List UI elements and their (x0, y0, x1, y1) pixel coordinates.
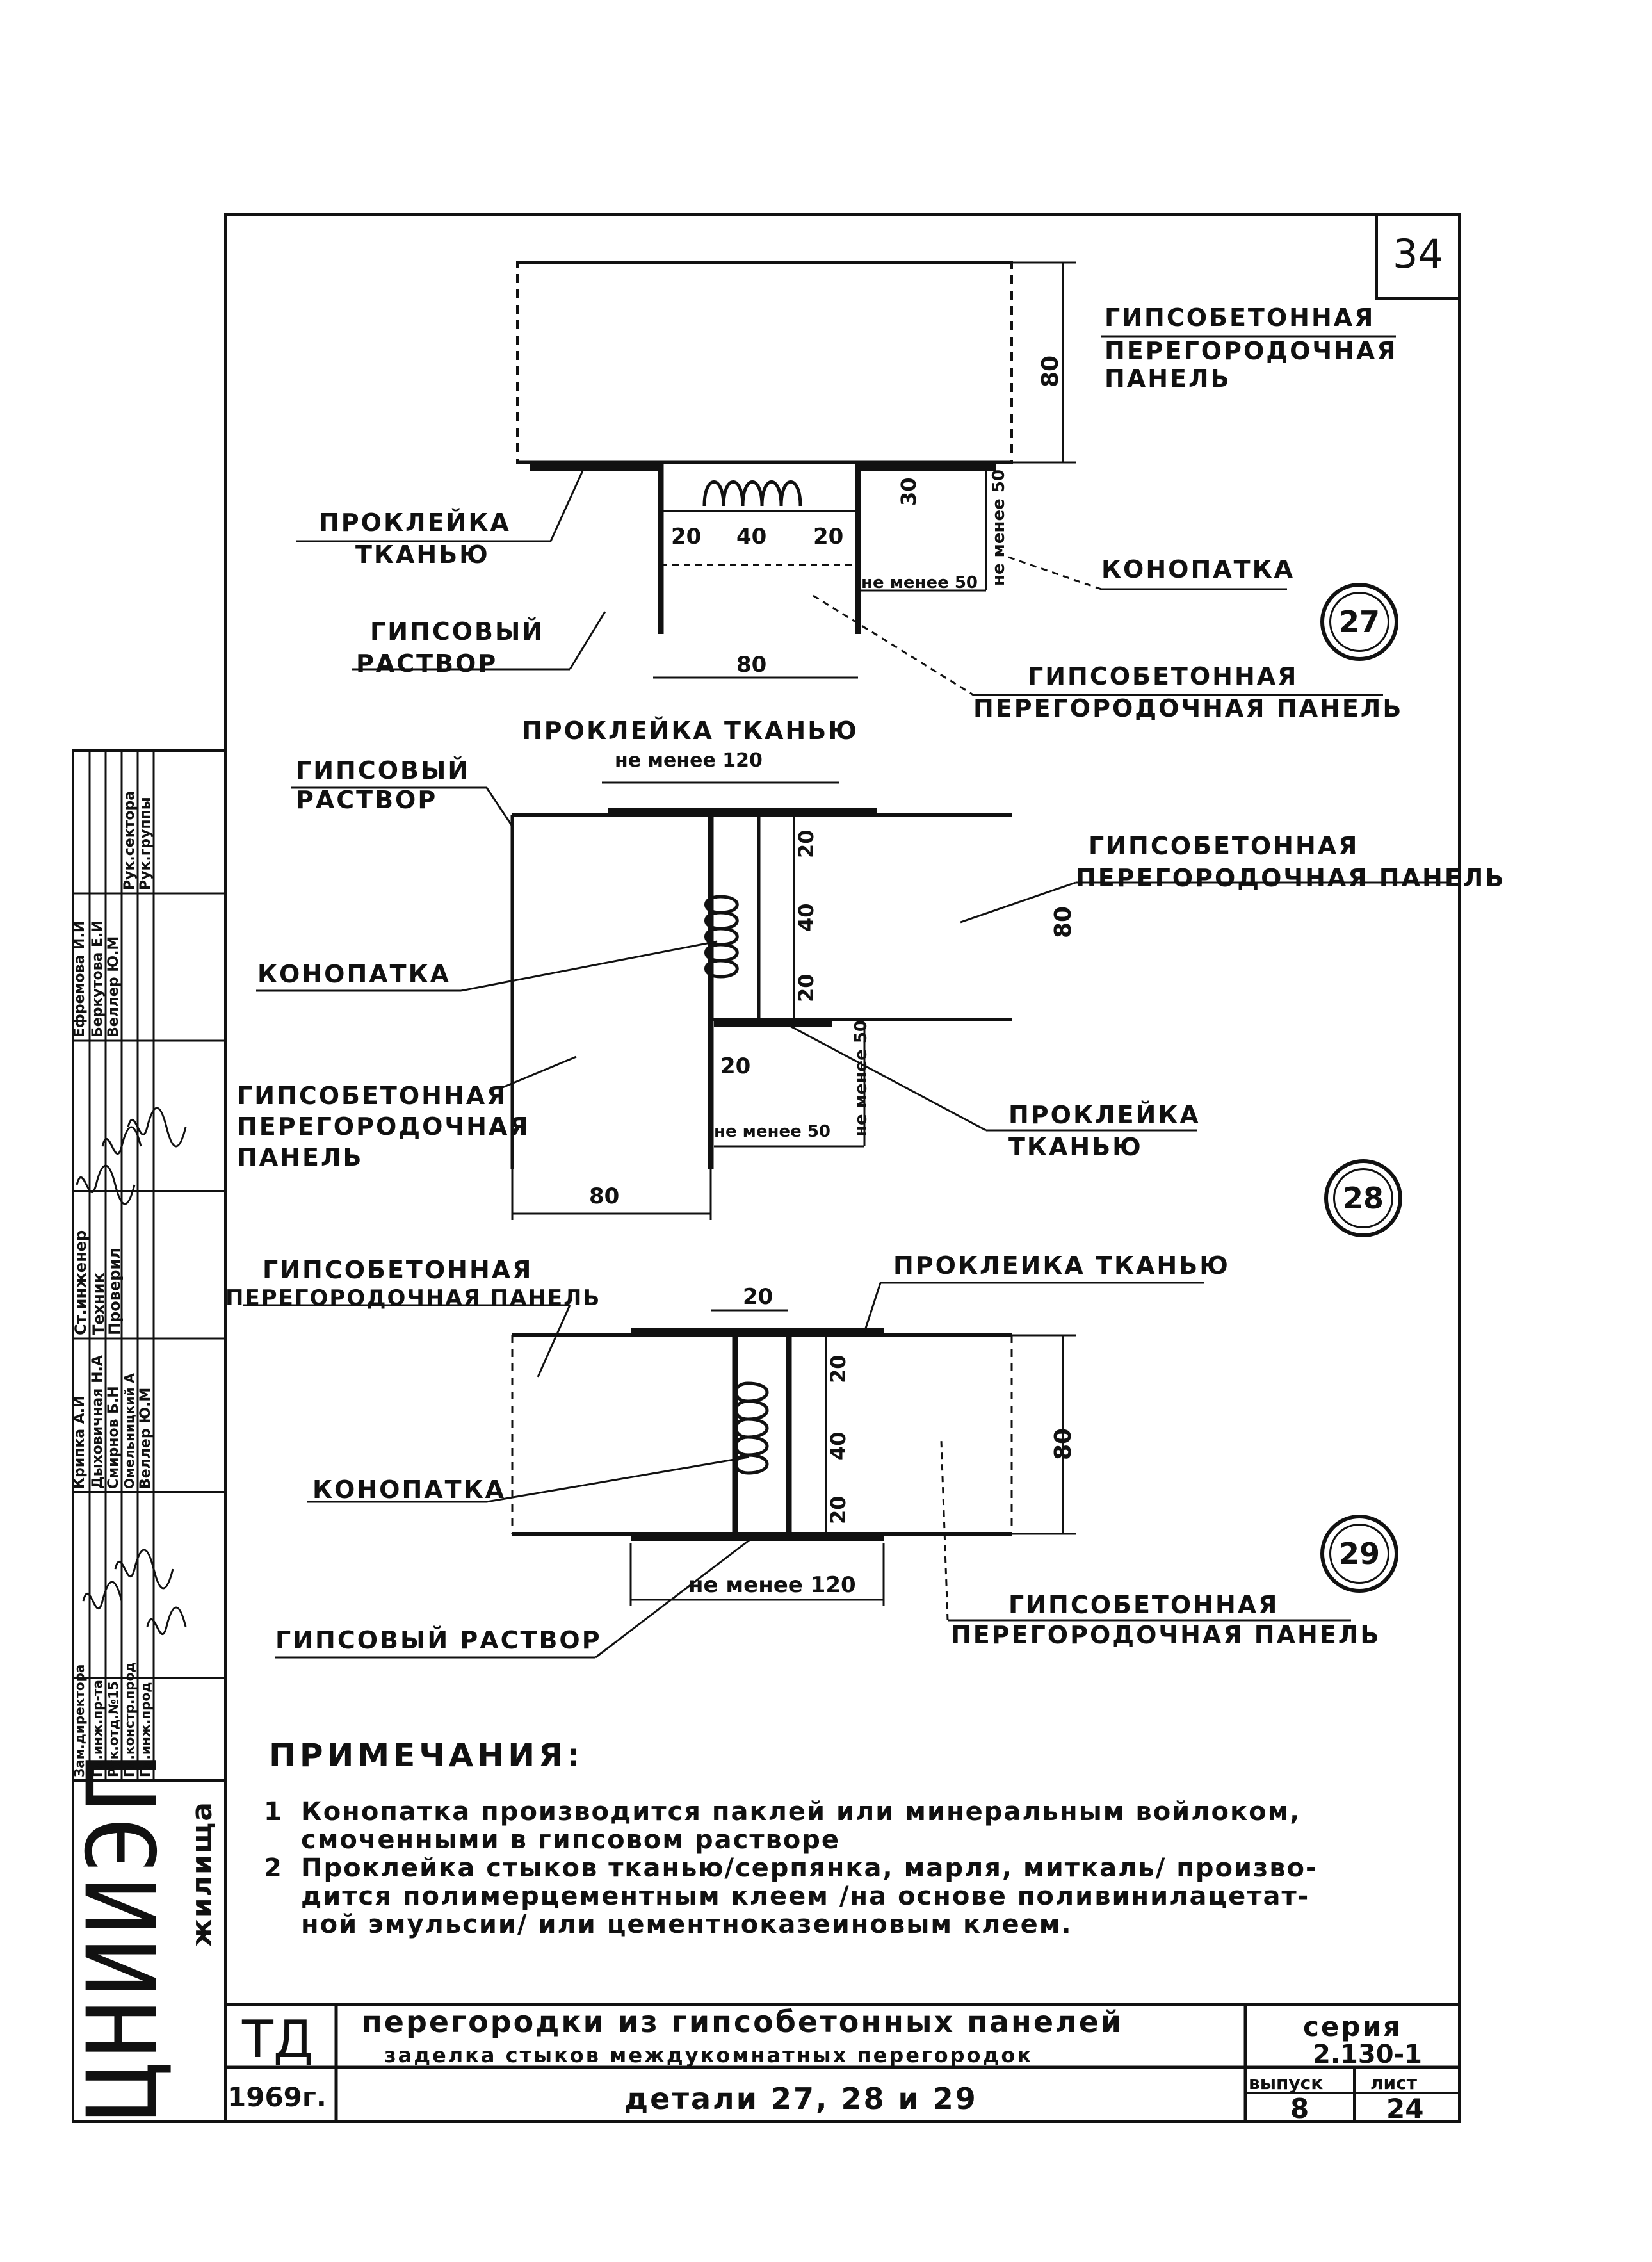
stamp-role-3: Рук.отд.№15 (106, 1681, 121, 1777)
stamp-name-2: Дыховичная Н.А (90, 1355, 106, 1489)
note-1-line-2: смоченными в гипсовом растворе (301, 1825, 841, 1855)
d28-dim-width: 80 (589, 1184, 620, 1209)
stamp-role-8: Проверил (106, 1248, 124, 1335)
d29-not-less-120: не менее 120 (688, 1572, 856, 1598)
d28-dim-a: 20 (794, 829, 818, 858)
d27-dim-b: 40 (736, 524, 767, 549)
tb-title: перегородки из гипсобетонных панелей (362, 2005, 1124, 2039)
d27-top-panel (517, 263, 1012, 462)
d28-dim-20: 20 (720, 1054, 751, 1079)
note-2-line-2: дится полимерцементным клеем /на основе поливинилацетат- (301, 1882, 1310, 1911)
org-suffix: жилища (186, 1800, 218, 1947)
tb-details: детали 27, 28 и 29 (624, 2081, 978, 2116)
d27-rastvor-1: ГИПСОВЫЙ (370, 617, 545, 646)
d29-bottom-right-label-1: ГИПСОБЕТОННАЯ (1008, 1591, 1279, 1619)
d29-top-left-label-1: ГИПСОБЕТОННАЯ (263, 1256, 533, 1284)
d27-bottom-panel-label-2: ПЕРЕГОРОДОЧНАЯ ПАНЕЛЬ (973, 694, 1404, 722)
d29-dim-top20: 20 (743, 1284, 773, 1310)
d28-dim-b: 40 (794, 903, 818, 932)
d28-left-panel-label-1: ГИПСОБЕТОННАЯ (237, 1082, 508, 1110)
stamp-name-1: Крипка А.И (72, 1395, 88, 1489)
d28-not-less-120: не менее 120 (615, 749, 763, 772)
d28-proklejka-right-2: ТКАНЬЮ (1008, 1133, 1143, 1161)
sheet-number: 34 (1393, 231, 1443, 277)
tb-year: 1969г. (227, 2081, 327, 2113)
stamp-name-4: Омельницкий А (122, 1373, 137, 1489)
d28-konopatka: КОНОПАТКА (257, 960, 451, 988)
d27-top-panel-label-3: ПАНЕЛЬ (1105, 364, 1231, 393)
tb-series-label: серия (1303, 2011, 1402, 2042)
d27-top-panel-label-1: ГИПСОБЕТОННАЯ (1105, 304, 1375, 332)
stamp-role-1: Зам.директора (72, 1664, 87, 1777)
stamp-name-6: Ефремова И.И (72, 920, 88, 1037)
d27-dim-a: 20 (671, 524, 702, 549)
d27-top-panel-label-2: ПЕРЕГОРОДОЧНАЯ (1105, 337, 1398, 365)
d27-proklejka-2: ТКАНЬЮ (355, 541, 490, 569)
note-1-num: 1 (264, 1797, 283, 1827)
tb-sheet: 24 (1386, 2093, 1424, 2124)
d28-rastvor-1: ГИПСОВЫЙ (296, 756, 471, 785)
d28-right-panel-label-1: ГИПСОБЕТОННАЯ (1089, 832, 1359, 860)
d27-dim-c: 20 (813, 524, 844, 549)
d27-dim-thickness: 80 (1037, 355, 1064, 387)
d28-proklejka-right-1: ПРОКЛЕЙКА (1008, 1101, 1201, 1129)
d29-dim-thickness: 80 (1050, 1428, 1076, 1460)
d28-rastvor-2: РАСТВОР (296, 786, 438, 814)
stamp-name-3: Смирнов Б.Н (106, 1386, 122, 1489)
d29-dim-c: 20 (826, 1495, 850, 1524)
notes-title: ПРИМЕЧАНИЯ: (269, 1737, 584, 1774)
stamp-name-7: Беркутова Е.И (90, 920, 106, 1037)
stamp-role-7: Техник (90, 1273, 108, 1335)
d28-marker: 28 (1324, 1159, 1402, 1237)
note-2-line-1: Проклейка стыков тканью/серпянка, марля, миткаль/ произво- (301, 1853, 1318, 1883)
d28-not-less-50-h: не менее 50 (714, 1122, 830, 1141)
d29-bottom-right-label-2: ПЕРЕГОРОДОЧНАЯ ПАНЕЛЬ (951, 1621, 1381, 1649)
d29-top-left-label-2: ПЕРЕГОРОДОЧНАЯ ПАНЕЛЬ (225, 1285, 601, 1311)
tb-series: 2.130-1 (1313, 2040, 1422, 2069)
tb-sheet-label: лист (1370, 2072, 1417, 2094)
d27-not-less-50-h: не менее 50 (861, 573, 978, 592)
d28-dim-c: 20 (794, 973, 818, 1002)
d28-proklejka-top: ПРОКЛЕЙКА ТКАНЬЮ (522, 717, 859, 745)
d27-marker: 27 (1320, 583, 1398, 661)
stamp-name-8: Веллер Ю.М (106, 936, 122, 1037)
d28-left-panel-label-3: ПАНЕЛЬ (237, 1143, 364, 1171)
d27-dim-width: 80 (736, 652, 767, 678)
d27-proklejka-1: ПРОКЛЕЙКА (319, 509, 511, 537)
d28-not-less-50-v: не менее 50 (852, 1020, 871, 1137)
d28-dim-thickness: 80 (1050, 906, 1076, 938)
d27-konopatka-coil (704, 482, 800, 507)
tb-td: ТД (242, 2010, 314, 2069)
stamp-role-10: Рук.группы (138, 797, 154, 890)
stamp-role-5: Гл.инж.прод (138, 1682, 153, 1777)
d28-left-panel-label-2: ПЕРЕГОРОДОЧНАЯ (237, 1112, 530, 1141)
note-2-num: 2 (264, 1853, 283, 1883)
tb-subtitle: заделка стыков междукомнатных перегородок (384, 2043, 1033, 2067)
org-name: ЦНИИЭП (67, 1750, 179, 2120)
d27-rastvor-2: РАСТВОР (356, 649, 498, 678)
stamp-role-9: Рук.сектора (122, 790, 138, 890)
stamp-role-6: Ст.инженер (72, 1230, 90, 1335)
note-1-line-1: Конопатка производится паклей или минеральным войлоком, (301, 1797, 1301, 1827)
stamp-role-2: Гл.инж.пр-та (90, 1680, 105, 1777)
tb-issue: 8 (1290, 2093, 1309, 2124)
d29-konopatka: КОНОПАТКА (312, 1476, 506, 1504)
d28-right-panel-label-2: ПЕРЕГОРОДОЧНАЯ ПАНЕЛЬ (1076, 864, 1506, 892)
d27-dim-30: 30 (896, 477, 921, 506)
d29-dim-b: 40 (826, 1431, 850, 1460)
tb-issue-label: выпуск (1249, 2072, 1324, 2094)
stamp-role-4: Гл.констр.прод (122, 1662, 137, 1777)
d29-rastvor: ГИПСОВЫЙ РАСТВОР (275, 1626, 602, 1654)
d27-not-less-50-v: не менее 50 (989, 469, 1008, 586)
d29-dim-a: 20 (826, 1355, 850, 1383)
note-2-line-3: ной эмульсии/ или цементноказеиновым клеем. (301, 1910, 1073, 1939)
d27-bottom-panel-label-1: ГИПСОБЕТОННАЯ (1028, 662, 1299, 690)
d27-konopatka: КОНОПАТКА (1101, 555, 1295, 583)
d29-marker: 29 (1320, 1515, 1398, 1593)
d29-proklejka: ПРОКЛЕИКА ТКАНЬЮ (893, 1251, 1230, 1280)
stamp-name-5: Веллер Ю.М (138, 1387, 154, 1489)
